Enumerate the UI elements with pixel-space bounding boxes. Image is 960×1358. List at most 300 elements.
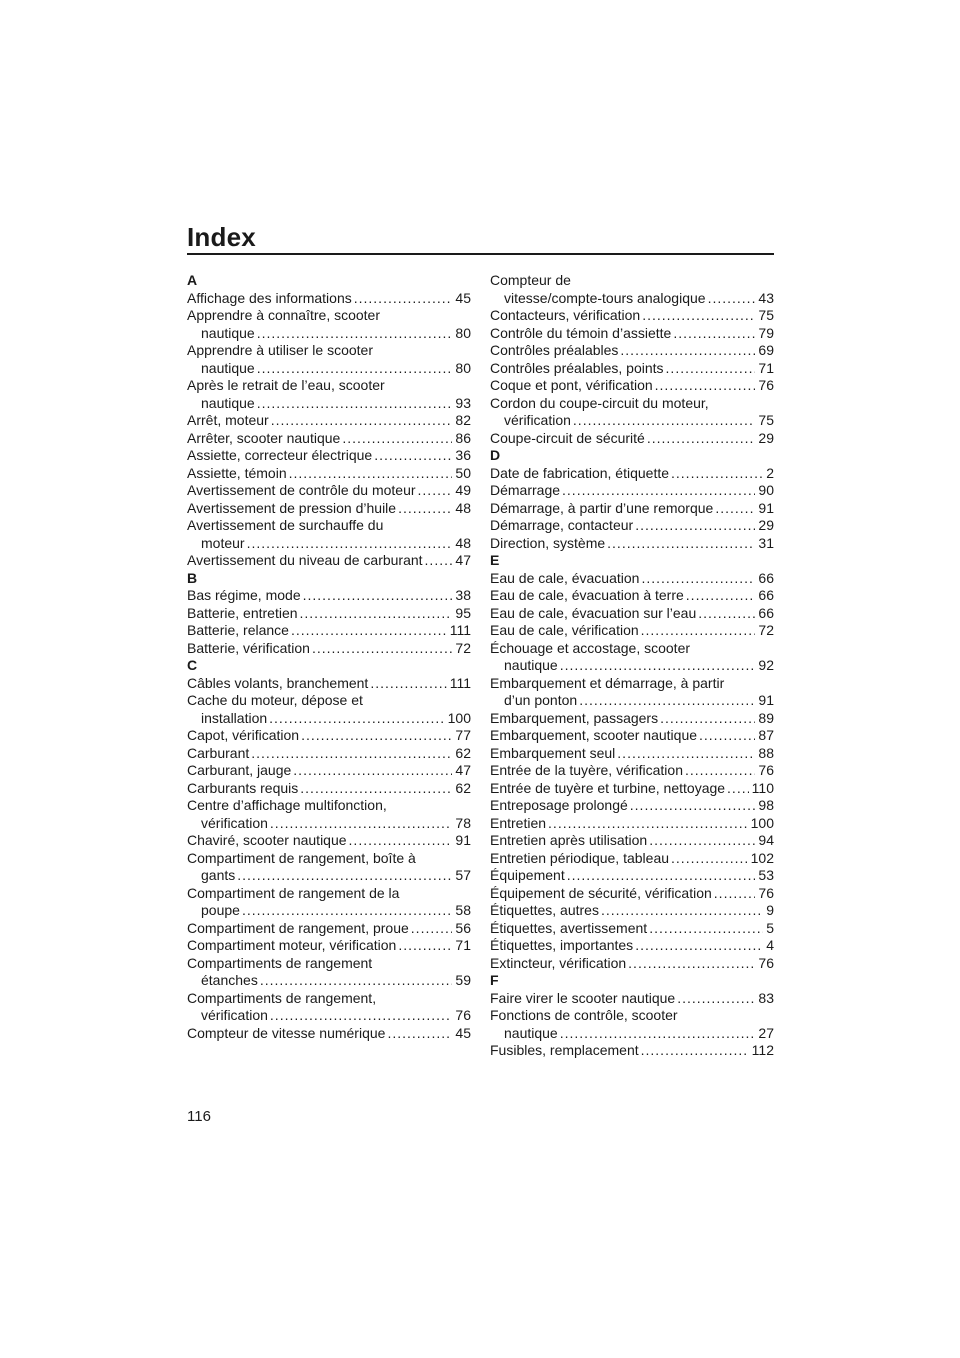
index-entry [490, 902, 774, 920]
index-entry [490, 605, 774, 623]
index-term: Étiquettes, importantes [490, 937, 634, 953]
dot-leader [628, 955, 755, 973]
dot-leader [560, 1025, 756, 1043]
index-page-ref: 36 [455, 447, 471, 463]
index-entry [490, 780, 774, 798]
dot-leader [289, 465, 453, 483]
dot-leader [567, 867, 756, 885]
dot-leader [398, 500, 452, 518]
dot-leader [673, 325, 755, 343]
dot-leader [715, 500, 755, 518]
index-entry-line [490, 640, 774, 658]
index-entry [187, 815, 471, 833]
index-column-right [490, 272, 774, 1060]
index-page-ref: 72 [758, 622, 774, 638]
index-entry [490, 307, 774, 325]
index-term: Eau de cale, évacuation sur l’eau [490, 604, 697, 621]
dot-leader [293, 762, 452, 780]
dot-leader [601, 902, 763, 920]
index-entry-line [187, 797, 471, 815]
index-page-ref: 66 [758, 587, 774, 603]
index-term: Faire virer le scooter nautique [490, 989, 676, 1006]
index-term: Eau de cale, évacuation à terre [490, 587, 684, 603]
dot-leader [260, 972, 453, 990]
index-entry [187, 710, 471, 728]
dot-leader [686, 587, 756, 605]
index-term: Date de fabrication, étiquette [490, 464, 670, 481]
dot-leader [708, 290, 756, 308]
index-term: Entretien périodique, tableau [490, 849, 670, 866]
index-entry [187, 920, 471, 938]
index-page-ref: 69 [758, 342, 774, 358]
index-entry [490, 622, 774, 640]
index-page-ref: 91 [758, 692, 774, 708]
index-entry [187, 640, 471, 658]
dot-leader [291, 622, 447, 640]
index-term: Après le retrait de l’eau, scooter [187, 377, 385, 393]
dot-leader [655, 377, 756, 395]
index-page-ref: 77 [455, 727, 471, 743]
dot-leader [247, 535, 453, 553]
index-entry-line [187, 850, 471, 868]
dot-leader [354, 290, 453, 308]
index-entry [187, 587, 471, 605]
index-entry [490, 832, 774, 850]
index-page-ref: 48 [455, 499, 471, 516]
dot-leader [647, 430, 756, 448]
index-entry [187, 1025, 471, 1043]
dot-leader [630, 797, 756, 815]
dot-leader [579, 692, 755, 710]
dot-leader [398, 937, 452, 955]
dot-leader [649, 832, 755, 850]
dot-leader [269, 710, 444, 728]
index-entry [187, 745, 471, 763]
index-page-ref: 66 [758, 604, 774, 621]
index-term: Contrôles préalables [490, 342, 619, 358]
index-term: Compartiment de rangement, proue [187, 919, 409, 936]
index-term: Capot, vérification [187, 727, 300, 743]
index-page-ref: 100 [447, 709, 471, 726]
dot-leader [666, 360, 756, 378]
index-page-ref: 92 [758, 657, 774, 673]
index-entry-line [187, 990, 471, 1008]
index-page-ref: 59 [455, 972, 471, 988]
index-term: Apprendre à connaître, scooter [187, 307, 381, 323]
index-page-ref: 56 [455, 919, 471, 936]
index-entry [187, 290, 471, 308]
index-term: Échouage et accostage, scooter [490, 639, 691, 656]
dot-leader [300, 605, 453, 623]
index-term: poupe [201, 902, 240, 918]
dot-leader [671, 465, 763, 483]
dot-leader [641, 570, 755, 588]
dot-leader [620, 342, 755, 360]
dot-leader [387, 1025, 452, 1043]
index-entry [490, 482, 774, 500]
dot-leader [301, 727, 452, 745]
page-title: Index [187, 222, 256, 252]
index-page-ref: 57 [455, 867, 471, 883]
index-entry [187, 762, 471, 780]
dot-leader [560, 657, 756, 675]
dot-leader [257, 360, 453, 378]
index-page-ref: 93 [455, 394, 471, 411]
index-page-ref: 38 [455, 587, 471, 603]
index-entry [490, 850, 774, 868]
index-entry [187, 430, 471, 448]
index-term: Câbles volants, branchement [187, 674, 369, 691]
title-divider [187, 253, 774, 255]
index-entry [490, 412, 774, 430]
index-entry [490, 500, 774, 518]
index-term: Cache du moteur, dépose et [187, 692, 363, 708]
index-section-letter: A [187, 272, 198, 288]
index-term: Cordon du coupe-circuit du moteur, [490, 394, 709, 411]
index-term: Compteur de vitesse numérique [187, 1024, 386, 1041]
index-term: Embarquement, scooter nautique [490, 727, 698, 743]
index-entry [187, 447, 471, 465]
index-page-ref: 83 [758, 989, 774, 1006]
index-page-ref: 49 [455, 482, 471, 498]
dot-leader [642, 307, 755, 325]
index-page-ref: 9 [766, 902, 774, 918]
index-entry [187, 622, 471, 640]
index-entry [490, 710, 774, 728]
dot-leader [303, 587, 453, 605]
index-term: Démarrage, contacteur [490, 517, 634, 533]
index-page-ref: 76 [758, 762, 774, 778]
index-entry [187, 500, 471, 518]
index-term: Centre d’affichage multifonction, [187, 797, 387, 813]
index-page-ref: 50 [455, 464, 471, 481]
index-term: étanches [201, 972, 258, 988]
index-entry [490, 990, 774, 1008]
index-entry [187, 1007, 471, 1025]
index-term: Embarquement seul [490, 744, 616, 761]
dot-leader [349, 832, 453, 850]
index-term: vérification [201, 814, 268, 831]
index-page-ref: 31 [758, 534, 774, 551]
index-term: moteur [201, 534, 245, 551]
index-term: Compartiments de rangement, [187, 989, 377, 1006]
index-term: vérification [201, 1007, 268, 1023]
dot-leader [242, 902, 452, 920]
index-entry [187, 465, 471, 483]
index-page-ref: 89 [758, 709, 774, 726]
index-page-ref: 100 [750, 814, 774, 831]
index-page-ref: 45 [455, 289, 471, 306]
index-entry [187, 395, 471, 413]
index-term: Équipement de sécurité, vérification [490, 884, 712, 901]
index-entry [187, 605, 471, 623]
index-entry [187, 412, 471, 430]
dot-leader [727, 780, 749, 798]
index-term: gants [201, 867, 236, 883]
index-page-ref: 76 [758, 884, 774, 901]
index-section-letter: B [187, 569, 198, 586]
dot-leader [342, 430, 452, 448]
index-term: Carburant, jauge [187, 762, 292, 778]
index-term: d’un ponton [504, 692, 578, 708]
index-entry [490, 587, 774, 605]
index-entry [490, 797, 774, 815]
index-term: Arrêter, scooter nautique [187, 429, 341, 446]
index-term: Bas régime, mode [187, 587, 301, 603]
index-term: Apprendre à utiliser le scooter [187, 342, 373, 358]
index-page-ref: 112 [751, 1042, 774, 1058]
dot-leader [617, 745, 755, 763]
index-entry [187, 482, 471, 500]
index-entry [187, 325, 471, 343]
index-entry [490, 465, 774, 483]
index-entry [490, 727, 774, 745]
index-entry [490, 1025, 774, 1043]
index-entry [187, 727, 471, 745]
index-term: Entreposage prolongé [490, 797, 628, 813]
index-page-ref: 71 [758, 359, 774, 376]
index-page-ref: 45 [455, 1024, 471, 1041]
index-page-ref: 53 [758, 867, 774, 883]
index-page-ref: 80 [455, 324, 471, 341]
index-entry [490, 377, 774, 395]
index-term: Assiette, correcteur électrique [187, 447, 373, 463]
page-number: 116 [187, 1108, 211, 1125]
index-term: Carburants requis [187, 779, 299, 796]
index-term: Contrôles préalables, points [490, 359, 664, 376]
index-term: Étiquettes, avertissement [490, 919, 648, 936]
dot-leader [271, 412, 453, 430]
index-term: Batterie, vérification [187, 639, 310, 656]
dot-leader [685, 762, 755, 780]
index-term: Coque et pont, vérification [490, 377, 653, 393]
dot-leader [671, 850, 748, 868]
index-entry-line [187, 307, 471, 325]
index-page-ref: 82 [455, 412, 471, 428]
index-entry [187, 832, 471, 850]
index-page-ref: 43 [758, 289, 774, 306]
dot-leader [425, 552, 453, 570]
dot-leader [698, 605, 755, 623]
index-term: Fonctions de contrôle, scooter [490, 1007, 678, 1023]
index-term: Affichage des informations [187, 289, 352, 306]
index-page-ref: 76 [758, 954, 774, 971]
index-page-ref: 76 [758, 377, 774, 393]
index-page-ref: 5 [766, 919, 774, 936]
index-entry [187, 535, 471, 553]
dot-leader [660, 710, 755, 728]
dot-leader [573, 412, 756, 430]
index-page-ref: 62 [455, 779, 471, 796]
index-page-ref: 29 [758, 429, 774, 446]
index-entry [490, 867, 774, 885]
index-term: Démarrage [490, 482, 561, 498]
index-entry [490, 570, 774, 588]
dot-leader [411, 920, 453, 938]
index-page-ref: 48 [455, 534, 471, 551]
dot-leader [649, 920, 763, 938]
index-entry-line [490, 1007, 774, 1025]
index-term: Équipement [490, 867, 565, 883]
index-entry [187, 937, 471, 955]
index-page-ref: 91 [758, 499, 774, 516]
dot-leader [257, 395, 453, 413]
index-entry [187, 780, 471, 798]
index-page-ref: 111 [449, 674, 471, 691]
index-term: Avertissement de surchauffe du [187, 517, 384, 533]
index-entry [490, 430, 774, 448]
index-term: Entrée de la tuyère, vérification [490, 762, 683, 778]
index-page-ref: 2 [766, 464, 774, 481]
index-term: nautique [201, 359, 255, 376]
index-page-ref: 4 [766, 937, 774, 953]
index-term: Extincteur, vérification [490, 954, 627, 971]
index-section-letter: F [490, 972, 499, 988]
index-page-ref: 47 [455, 552, 471, 568]
index-term: vitesse/compte-tours analogique [504, 289, 706, 306]
index-entry [490, 692, 774, 710]
dot-leader [370, 675, 446, 693]
index-term: nautique [201, 394, 255, 411]
index-term: Direction, système [490, 534, 606, 551]
index-term: Carburant [187, 744, 250, 761]
index-page-ref: 94 [758, 832, 774, 848]
index-entry-line [187, 517, 471, 535]
index-term: Compartiments de rangement [187, 954, 373, 971]
index-page-ref: 102 [750, 849, 774, 866]
index-term: installation [201, 709, 268, 726]
index-page-ref: 95 [455, 604, 471, 621]
index-page-ref: 111 [449, 622, 471, 638]
index-term: nautique [504, 1024, 558, 1041]
index-entry [490, 325, 774, 343]
index-section-letter: D [490, 447, 501, 463]
index-term: Compartiment moteur, vérification [187, 937, 397, 953]
index-entry [187, 867, 471, 885]
dot-leader [635, 937, 763, 955]
index-term: Embarquement, passagers [490, 709, 659, 726]
index-page-ref: 71 [455, 937, 471, 953]
index-page-ref: 91 [455, 832, 471, 848]
dot-leader [374, 447, 452, 465]
index-term: Compartiment de rangement, boîte à [187, 849, 416, 866]
dot-leader [257, 325, 453, 343]
index-term: Batterie, relance [187, 622, 289, 638]
index-entry-line [187, 692, 471, 710]
index-entry [490, 815, 774, 833]
dot-leader [270, 815, 453, 833]
dot-leader [607, 535, 755, 553]
dot-leader [312, 640, 452, 658]
index-page-ref: 79 [758, 324, 774, 341]
index-term: Contrôle du témoin d’assiette [490, 324, 672, 341]
index-entry [187, 675, 471, 693]
index-entry-line [490, 675, 774, 693]
index-entry [490, 360, 774, 378]
index-entry [490, 1042, 774, 1060]
index-term: Compteur de [490, 272, 571, 288]
index-page-ref: 72 [455, 639, 471, 656]
index-page-ref: 66 [758, 569, 774, 586]
index-entry [490, 885, 774, 903]
dot-leader [562, 482, 755, 500]
index-page-ref: 62 [455, 744, 471, 761]
index-section-letter: E [490, 552, 500, 568]
index-term: nautique [504, 657, 558, 673]
index-page-ref: 88 [758, 744, 774, 761]
dot-leader [237, 867, 452, 885]
index-term: Entretien après utilisation [490, 832, 648, 848]
index-term: Chaviré, scooter nautique [187, 832, 347, 848]
index-section-letter: C [187, 657, 198, 673]
index-term: Eau de cale, évacuation [490, 569, 640, 586]
index-page-ref: 76 [455, 1007, 471, 1023]
index-entry [490, 920, 774, 938]
index-term: Avertissement du niveau de carburant [187, 552, 423, 568]
dot-leader [677, 990, 755, 1008]
index-page-ref: 75 [758, 412, 774, 428]
index-entry [490, 535, 774, 553]
index-entry [187, 972, 471, 990]
index-entry [187, 552, 471, 570]
index-entry-line [490, 395, 774, 413]
index-entry [187, 902, 471, 920]
index-term: vérification [504, 412, 571, 428]
index-entry-line [187, 885, 471, 903]
index-term: Embarquement et démarrage, à partir [490, 674, 725, 691]
index-term: Contacteurs, vérification [490, 307, 641, 323]
index-entry [490, 290, 774, 308]
index-page-ref: 29 [758, 517, 774, 533]
index-term: Coupe-circuit de sécurité [490, 429, 645, 446]
index-entry-line [187, 955, 471, 973]
dot-leader [251, 745, 452, 763]
index-entry [490, 342, 774, 360]
index-term: Compartiment de rangement de la [187, 884, 400, 901]
index-term: Avertissement de contrôle du moteur [187, 482, 416, 498]
index-page-ref: 27 [758, 1024, 774, 1041]
dot-leader [548, 815, 748, 833]
index-term: Entrée de tuyère et turbine, nettoyage [490, 779, 726, 796]
index-term: Assiette, témoin [187, 464, 287, 481]
index-entry [490, 517, 774, 535]
dot-leader [270, 1007, 453, 1025]
index-page-ref: 47 [455, 762, 471, 778]
index-page-ref: 75 [758, 307, 774, 323]
dot-leader [641, 622, 756, 640]
dot-leader [300, 780, 452, 798]
index-term: nautique [201, 324, 255, 341]
index-page-ref: 110 [751, 779, 774, 796]
index-page-ref: 87 [758, 727, 774, 743]
dot-leader [418, 482, 453, 500]
index-page-ref: 90 [758, 482, 774, 498]
index-entry-line [187, 342, 471, 360]
index-term: Avertissement de pression d’huile [187, 499, 397, 516]
index-entry [490, 937, 774, 955]
index-entry [490, 657, 774, 675]
dot-leader [641, 1042, 749, 1060]
index-page-ref: 78 [455, 814, 471, 831]
index-term: Arrêt, moteur [187, 412, 269, 428]
index-page-ref: 98 [758, 797, 774, 813]
index-term: Étiquettes, autres [490, 902, 599, 918]
index-entry-line [490, 272, 774, 290]
dot-leader [714, 885, 756, 903]
index-entry [490, 955, 774, 973]
index-page-ref: 80 [455, 359, 471, 376]
index-term: Batterie, entretien [187, 604, 298, 621]
